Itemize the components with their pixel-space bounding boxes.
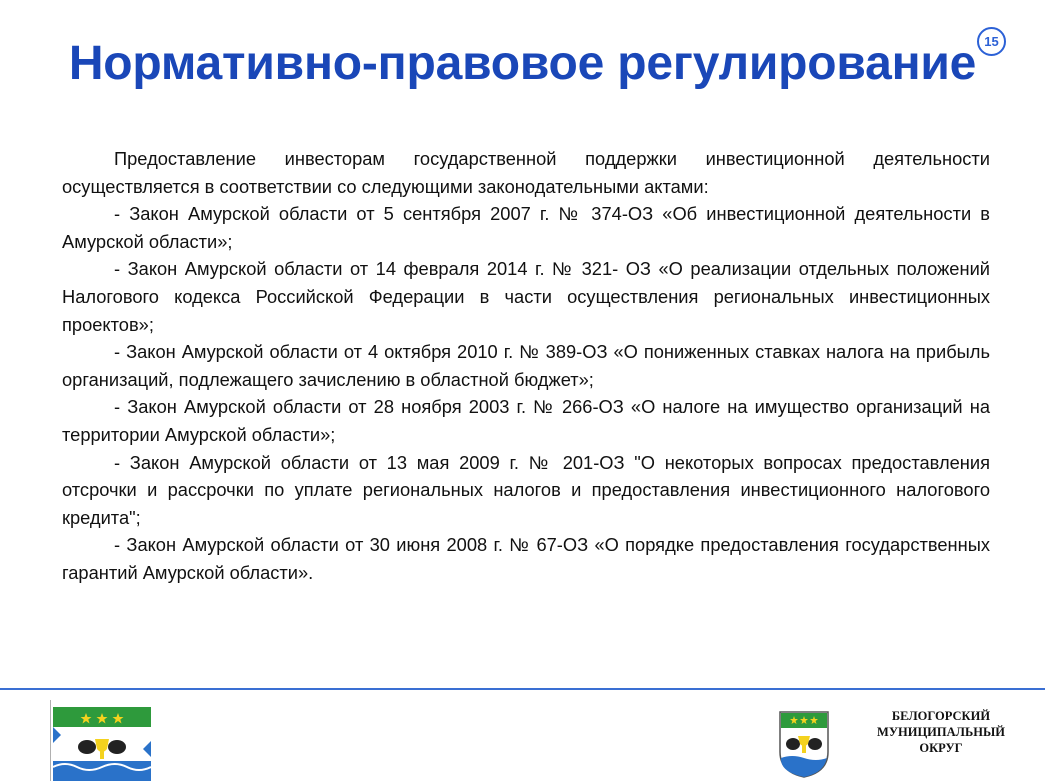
municipality-name bbox=[868, 708, 1014, 756]
law-list-item: - Закон Амурской области от 14 февраля 2014 г. № 321- ОЗ «О реализации отдельных положений Налогового кодекса Российской Федерации в части осуществления региональных инвестиционных проектов»; bbox=[62, 258, 990, 335]
municipality-name-line: МУНИЦИПАЛЬНЫЙ bbox=[877, 725, 1005, 739]
intro-paragraph: Предоставление инвесторам государственной поддержки инвестиционной деятельности осуществляется в соответствии со следующими законодательными актами: bbox=[62, 148, 990, 197]
footer-left-border bbox=[50, 700, 51, 781]
law-list-item: - Закон Амурской области от 13 мая 2009 г. № 201-ОЗ "О некоторых вопросах предоставления отсрочки и рассрочки по уплате региональных налогов и предоставления инвестиционного налогового кредита"; bbox=[62, 451, 990, 528]
municipality-name-line: БЕЛОГОРСКИЙ bbox=[891, 709, 991, 723]
law-list-item: - Закон Амурской области от 30 июня 2008 г. № 67-ОЗ «О порядке предоставления государственных гарантий Амурской области». bbox=[62, 534, 990, 583]
belogorsk-coat-of-arms-icon bbox=[778, 710, 830, 778]
belogorsk-flag-icon bbox=[53, 707, 151, 781]
page-number-badge: 15 bbox=[977, 27, 1006, 56]
law-list-item: - Закон Амурской области от 28 ноября 2003 г. № 266-ОЗ «О налоге на имущество организаций на территории Амурской области»; bbox=[62, 396, 990, 445]
municipality-name-line: ОКРУГ bbox=[919, 741, 963, 755]
slide-title: Нормативно-правовое регулирование bbox=[68, 37, 977, 90]
slide-body bbox=[62, 145, 990, 587]
law-list-item: - Закон Амурской области от 5 сентября 2007 г. № 374-ОЗ «Об инвестиционной деятельности в Амурской области»; bbox=[62, 203, 990, 252]
footer-divider bbox=[0, 688, 1045, 690]
law-list-item: - Закон Амурской области от 4 октября 2010 г. № 389-ОЗ «О пониженных ставках налога на прибыль организаций, подлежащего зачислению в областной бюджет»; bbox=[62, 341, 990, 390]
